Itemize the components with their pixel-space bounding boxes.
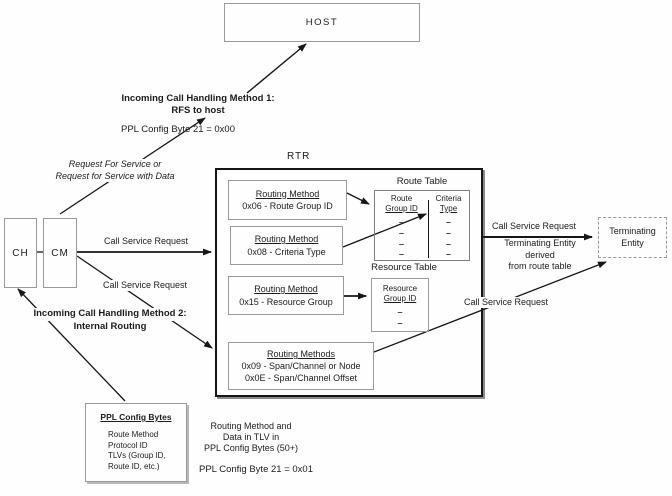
routing-method-route-group-box	[228, 180, 347, 220]
rm4-detail2: 0x0E - Span/Channel Offset	[245, 373, 357, 383]
route-table-title: Route Table	[396, 176, 448, 187]
derived-line3: from route table	[508, 261, 572, 271]
ppl-box-items	[108, 430, 186, 472]
rm4-detail1: 0x09 - Span/Channel or Node	[241, 361, 361, 371]
rm1-detail: 0x06 - Route Group ID	[242, 201, 333, 211]
resource-table-title: Resource Table	[371, 262, 437, 273]
rm2-detail: 0x08 - Criteria Type	[247, 246, 326, 257]
tlv-note	[186, 421, 316, 454]
route-col-header1: Route	[390, 194, 413, 203]
csr-mid-label: Call Service Request	[102, 280, 188, 290]
method1-line2: RFS to host	[171, 105, 225, 116]
resource-col-header1: Resource	[382, 284, 418, 293]
table-dash: –	[398, 249, 404, 260]
derived-note	[488, 238, 592, 273]
rfs-line1: Request For Service or	[68, 159, 162, 169]
table-dash: –	[445, 217, 451, 227]
table-dash: –	[398, 227, 404, 238]
cm-label: CM	[51, 247, 69, 259]
method2-line1: Incoming Call Handling Method 2:	[33, 308, 187, 319]
ppl-item: TLVs (Group ID,	[108, 451, 166, 460]
host-box	[224, 3, 420, 42]
ch-box	[4, 218, 37, 288]
rm2-title: Routing Method	[254, 234, 319, 244]
resource-col-header2: Group ID	[383, 294, 417, 303]
table-dash: –	[445, 249, 451, 260]
rfs-label	[25, 159, 205, 182]
arrow-csr-to-routing-methods	[77, 256, 212, 348]
terminating-entity-box	[598, 217, 667, 258]
table-dash: –	[398, 238, 404, 249]
rm4-title: Routing Methods	[266, 349, 336, 359]
ppl-item: Protocol ID	[108, 440, 148, 450]
routing-method-resource-box	[228, 276, 344, 315]
host-label: HOST	[305, 17, 339, 28]
derived-line2: derived	[525, 249, 555, 260]
method1-heading	[98, 93, 298, 117]
method1-config: PPL Config Byte 21 = 0x00	[121, 124, 235, 135]
arrow-ppl-to-ch	[18, 289, 125, 401]
rm1-title: Routing Method	[255, 188, 320, 199]
table-dash: –	[445, 227, 451, 238]
table-dash: –	[445, 238, 451, 249]
terminating-line1: Terminating	[609, 226, 656, 236]
method2-heading	[16, 308, 204, 333]
method2-config: PPL Config Byte 21 = 0x01	[199, 464, 313, 475]
method1-line1: Incoming Call Handling Method 1:	[121, 93, 275, 104]
rfs-line2: Request for Service with Data	[55, 170, 175, 181]
routing-methods-span-box	[228, 342, 374, 390]
rm3-title: Routing Method	[254, 284, 318, 294]
tlv-line3: PPL Config Bytes (50+)	[204, 443, 298, 453]
rtr-label: RTR	[287, 151, 311, 162]
table-dash: –	[398, 217, 404, 227]
rm3-detail: 0x15 - Resource Group	[239, 296, 333, 307]
arrow-method1-to-host	[247, 44, 306, 93]
table-dash: –	[397, 317, 403, 328]
ppl-item: Route Method	[108, 430, 159, 439]
ppl-config-bytes-box	[85, 403, 187, 482]
route-table-box	[374, 190, 470, 261]
route-col-header2: Group ID	[385, 204, 418, 213]
method2-line2: Internal Routing	[73, 320, 147, 332]
terminating-line2: Entity	[621, 237, 644, 248]
derived-line1: Terminating Entity	[504, 238, 576, 248]
criteria-col-header1: Criteria	[435, 194, 462, 203]
tlv-line1: Routing Method and	[210, 421, 292, 431]
route-table-col-route-group	[375, 194, 428, 260]
csr-top-label: Call Service Request	[103, 236, 189, 246]
tlv-line2: Data in TLV in	[222, 432, 280, 442]
criteria-col-header2: Type	[439, 204, 458, 213]
route-table-col-criteria-type	[428, 194, 469, 260]
ppl-item: Route ID, etc.)	[108, 461, 160, 471]
csr-right-label: Call Service Request	[491, 221, 577, 231]
cm-box	[43, 218, 77, 288]
ppl-box-title: PPL Config Bytes	[100, 412, 172, 422]
resource-table-box	[371, 278, 429, 332]
routing-method-criteria-box	[230, 226, 343, 265]
csr-lower-right-label: Call Service Request	[463, 297, 549, 307]
table-dash: –	[397, 307, 403, 317]
ch-label: CH	[12, 247, 29, 259]
